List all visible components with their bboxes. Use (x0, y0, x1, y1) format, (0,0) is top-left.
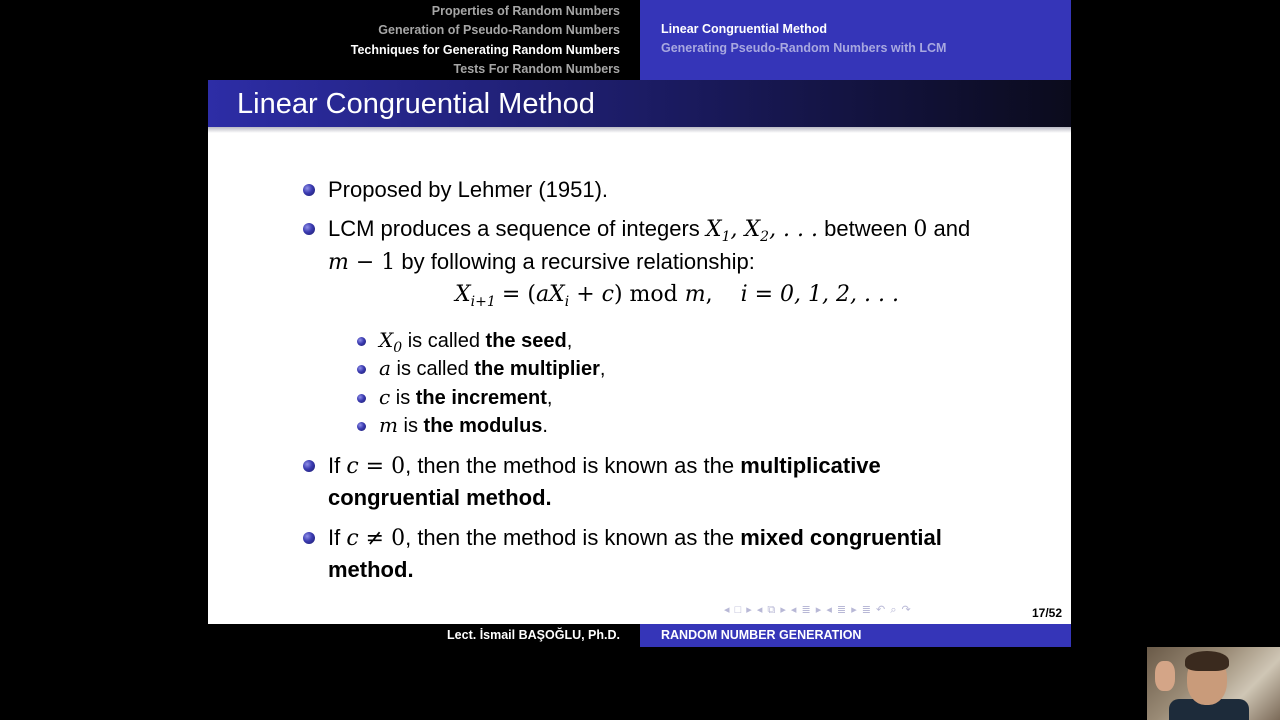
header-subsection-title[interactable]: Linear Congruential Method (661, 22, 827, 36)
header-section-link-active[interactable]: Techniques for Generating Random Numbers (350, 43, 620, 57)
webcam-person-hand (1155, 661, 1175, 691)
webcam-person-hair (1185, 651, 1229, 671)
header-subsubsection-title[interactable]: Generating Pseudo-Random Numbers with LCM (661, 41, 947, 55)
sub-bullet-item: $X_0$ is called the seed, (379, 328, 573, 356)
header-section-link[interactable]: Properties of Random Numbers (431, 4, 620, 18)
bullet-icon (303, 223, 315, 235)
header-section-link[interactable]: Tests For Random Numbers (453, 62, 620, 76)
sub-bullet-item: m is the modulus. (379, 413, 548, 437)
lcm-equation: $X_{i+1} = (aX_i + c)$ mod m, i = 0, 1, 2, . . . (455, 282, 899, 310)
page-number: 17/52 (1032, 606, 1063, 620)
bullet-item: If c ≠ 0, then the method is known as the mixed congruential (328, 525, 942, 551)
slide-title: Linear Congruential Method (237, 88, 595, 120)
sub-bullet-icon (357, 365, 366, 374)
bullet-item: Proposed by Lehmer (1951). (328, 177, 609, 202)
footer-author: Lect. İsmail BAŞOĞLU, Ph.D. (447, 628, 620, 642)
footer-author-bar (208, 624, 640, 647)
sub-bullet-icon (357, 337, 366, 346)
beamer-navigation-symbols[interactable]: ◂ □ ▸ ◂ ⧉ ▸ ◂ ≣ ▸ ◂ ≣ ▸ ≣ ↶ ⌕ ↷ (724, 604, 912, 616)
title-shadow (208, 127, 1071, 133)
sub-bullet-icon (357, 394, 366, 403)
bullet-icon (303, 532, 315, 544)
frame-title-bar (208, 80, 1071, 127)
header-section-link[interactable]: Generation of Pseudo-Random Numbers (378, 23, 620, 37)
footer-title: RANDOM NUMBER GENERATION (661, 628, 862, 642)
bullet-item: LCM produces a sequence of integers $X_1$, $X_2$, . . . between 0 and (328, 216, 971, 245)
header-section-nav (208, 0, 640, 80)
bullet-item: If c = 0, then the method is known as the multiplicative (328, 453, 881, 479)
header-subsection-panel (640, 0, 1071, 80)
bullet-item-continuation: method. (328, 557, 414, 582)
sub-bullet-item: c is the increment, (379, 385, 553, 409)
bullet-item-continuation: congruential method. (328, 485, 552, 510)
bullet-item-continuation: m − 1 by following a recursive relationship: (328, 249, 755, 275)
bullet-icon (303, 184, 315, 196)
sub-bullet-icon (357, 422, 366, 431)
sub-bullet-item: a is called the multiplier, (379, 356, 606, 380)
webcam-overlay (1147, 647, 1280, 720)
footer-title-bar (640, 624, 1071, 647)
bullet-icon (303, 460, 315, 472)
